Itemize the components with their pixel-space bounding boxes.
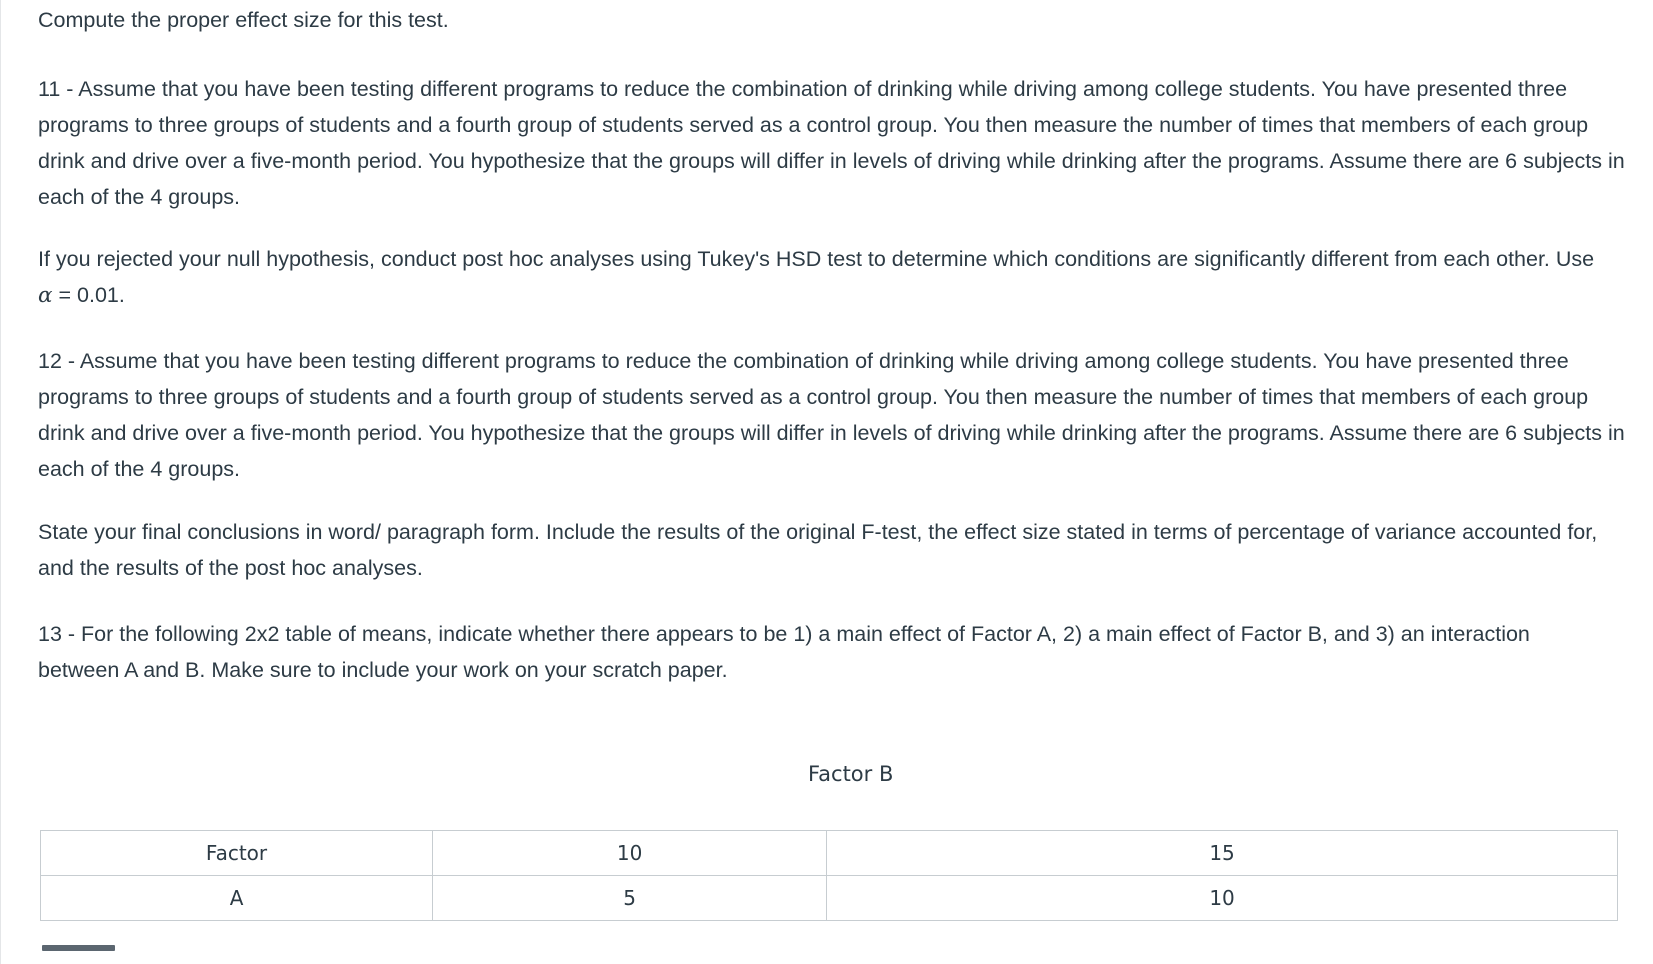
table-row	[41, 831, 1618, 876]
question-12-text: 12 - Assume that you have been testing different programs to reduce the combination of drinking while driving among college students. You have presented three programs to three groups of students and a fourth group of students served as a control group. You then measure the number of times that members of each group drink and drive over a five-month period. You hypothesize that the groups will differ in levels of driving while drinking after the programs. Assume there are 6 subjects in each of the 4 groups.	[38, 349, 1625, 481]
content-left-border	[0, 0, 1, 964]
table-cell: 10	[433, 831, 827, 876]
horizontal-scrollbar-thumb[interactable]	[42, 945, 115, 951]
table-caption-factor-b: Factor B	[808, 762, 894, 786]
posthoc-instruction	[38, 241, 1598, 314]
alpha-symbol: α	[38, 283, 53, 308]
posthoc-suffix: = 0.01.	[52, 283, 125, 307]
table-cell: A	[41, 876, 433, 921]
question-11-text: 11 - Assume that you have been testing different programs to reduce the combination of drinking while driving among college students. You have presented three programs to three groups of students and a fourth group of students served as a control group. You then measure the number of times that members of each group drink and drive over a five-month period. You hypothesize that the groups will differ in levels of driving while drinking after the programs. Assume there are 6 subjects in each of the 4 groups.	[38, 77, 1625, 209]
effect-size-instruction: Compute the proper effect size for this test.	[38, 8, 449, 32]
posthoc-prefix: If you rejected your null hypothesis, conduct post hoc analyses using Tukey's HSD test to determine which conditions are significantly different from each other. Use	[38, 247, 1595, 271]
means-table	[40, 830, 1618, 921]
conclusions-instruction: State your final conclusions in word/ paragraph form. Include the results of the original F-test, the effect size stated in terms of percentage of variance accounted for, and the results of the post hoc analyses.	[38, 520, 1598, 580]
table-cell: 5	[433, 876, 827, 921]
table-cell: 10	[827, 876, 1618, 921]
table-cell: Factor	[41, 831, 433, 876]
table-row	[41, 876, 1618, 921]
question-13-text: 13 - For the following 2x2 table of means, indicate whether there appears to be 1) a main effect of Factor A, 2) a main effect of Factor B, and 3) an interaction between A and B. Make sure to include your work on your scratch paper.	[38, 622, 1530, 682]
table-cell: 15	[827, 831, 1618, 876]
